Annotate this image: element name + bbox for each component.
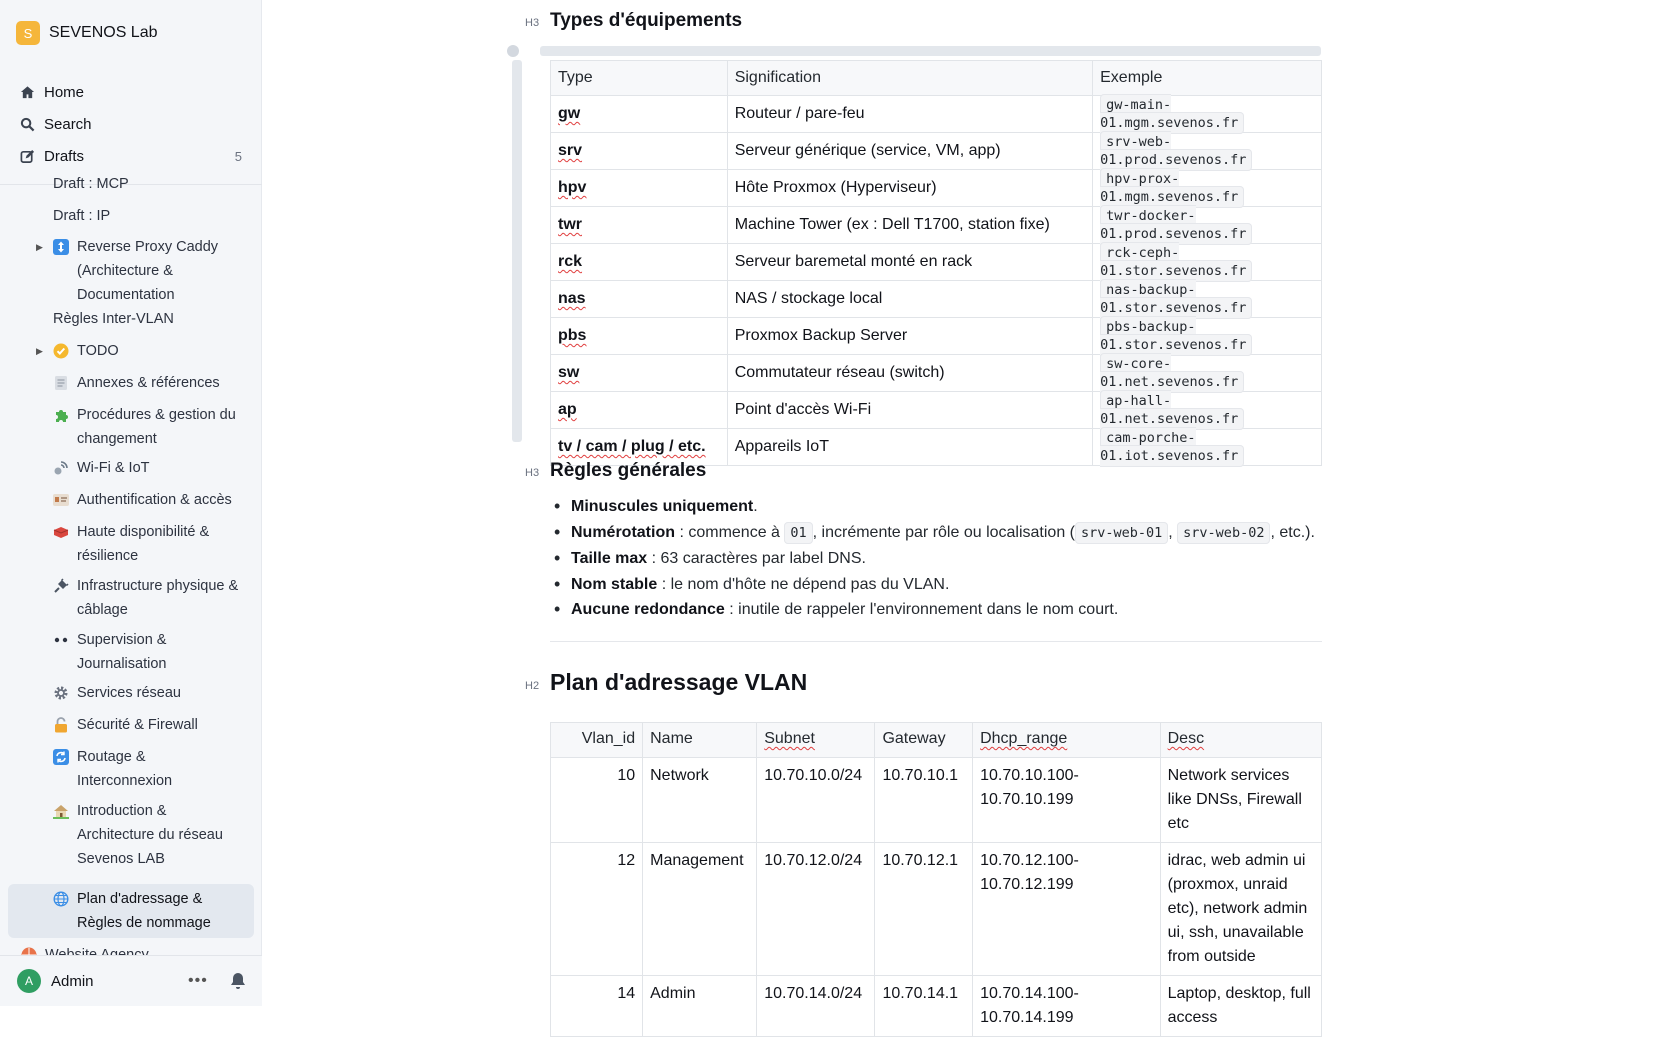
column-header-label: Desc bbox=[1167, 730, 1205, 747]
list-item[interactable] bbox=[552, 494, 1352, 520]
table-cell[interactable] bbox=[1093, 317, 1322, 354]
type-value: sw bbox=[558, 363, 580, 381]
column-header-label: Subnet bbox=[764, 730, 815, 747]
table-cell[interactable]: 10 bbox=[551, 758, 643, 843]
tree-item-routage[interactable] bbox=[8, 745, 254, 793]
table-cell[interactable]: idrac, web admin ui (proxmox, unraid etc), network admin ui, ssh, unavailable from outside bbox=[1160, 843, 1321, 976]
table-cell[interactable]: 10.70.12.1 bbox=[875, 843, 973, 976]
column-header[interactable]: Vlan_id bbox=[551, 723, 643, 758]
brick-icon bbox=[52, 521, 70, 543]
table-cell[interactable] bbox=[1093, 206, 1322, 243]
table-cell[interactable]: Appareils IoT bbox=[727, 428, 1092, 465]
rule-text: , etc.). bbox=[1270, 523, 1315, 541]
arrows-icon bbox=[52, 236, 70, 258]
rule-text: . bbox=[753, 498, 758, 515]
rule-title: Aucune redondance bbox=[571, 601, 725, 618]
type-value: hpv bbox=[558, 178, 587, 196]
check-circle-icon bbox=[52, 340, 70, 362]
vlan-table bbox=[550, 722, 1322, 1037]
tree-item-authentification[interactable] bbox=[8, 488, 254, 512]
table-cell[interactable] bbox=[551, 280, 728, 317]
heading-types-equipements: Types d'équipements bbox=[550, 10, 743, 31]
heading-level-marker: H3 bbox=[525, 17, 540, 29]
rule-title: Numérotation bbox=[571, 523, 675, 541]
table-cell[interactable]: 14 bbox=[551, 976, 643, 1037]
tree-item-label: Authentification & accès bbox=[77, 492, 232, 508]
rule-text: , incrémente par rôle ou localisation ( bbox=[812, 523, 1075, 541]
table-cell[interactable]: 12 bbox=[551, 843, 643, 976]
column-header[interactable]: Exemple bbox=[1093, 61, 1322, 96]
tree-item-introduction[interactable] bbox=[8, 799, 254, 871]
type-value: ap bbox=[558, 400, 577, 418]
tree-item-label: Wi-Fi & IoT bbox=[77, 460, 150, 476]
table-row bbox=[551, 391, 1322, 428]
rule-text: : commence à bbox=[675, 523, 785, 541]
table-cell[interactable]: Network services like DNSs, Firewall etc bbox=[1160, 758, 1321, 843]
rule-text: : le nom d'hôte ne dépend pas du VLAN. bbox=[657, 575, 950, 593]
satellite-icon bbox=[52, 457, 70, 479]
table-column-handles[interactable] bbox=[540, 46, 1321, 56]
type-value: nas bbox=[558, 289, 586, 307]
table-cell[interactable]: 10.70.14.0/24 bbox=[757, 976, 875, 1037]
user-name: Admin bbox=[51, 972, 94, 990]
example-code: ap-hall-01.net.sevenos.fr bbox=[1100, 390, 1244, 430]
list-item[interactable] bbox=[552, 597, 1352, 623]
gear-icon bbox=[52, 682, 70, 704]
table-cell[interactable] bbox=[551, 354, 728, 391]
inline-code: 01 bbox=[784, 522, 812, 544]
table-cell[interactable] bbox=[551, 391, 728, 428]
column-header-label: Dhcp_range bbox=[980, 730, 1068, 747]
list-item[interactable] bbox=[552, 572, 1352, 598]
tree-item-label: Services réseau bbox=[77, 685, 181, 701]
table-cell[interactable]: 10.70.14.1 bbox=[875, 976, 973, 1037]
nav-search[interactable] bbox=[8, 109, 254, 139]
tree-item-label: Supervision & Journalisation bbox=[77, 632, 167, 672]
eyes-icon bbox=[52, 629, 70, 651]
column-header[interactable] bbox=[1160, 723, 1321, 758]
rule-text: : inutile de rappeler l'environnement dans le nom court. bbox=[724, 601, 1119, 618]
column-header[interactable]: Gateway bbox=[875, 723, 973, 758]
table-row-handles[interactable] bbox=[512, 60, 522, 442]
tree-item-label: Plan d'adressage & Règles de nommage bbox=[77, 891, 211, 931]
table-cell[interactable]: Point d'accès Wi-Fi bbox=[727, 391, 1092, 428]
table-row bbox=[551, 354, 1322, 391]
table-cell[interactable]: Management bbox=[643, 843, 757, 976]
document-icon bbox=[52, 372, 70, 394]
house-icon bbox=[52, 800, 70, 822]
rule-title: Taille max bbox=[571, 550, 648, 567]
horizontal-divider bbox=[550, 641, 1322, 642]
tree-item-annexes[interactable] bbox=[8, 371, 254, 395]
table-cell[interactable] bbox=[1093, 428, 1322, 465]
inline-code: srv-web-01 bbox=[1075, 522, 1168, 544]
lock-icon bbox=[52, 714, 70, 736]
tree-item-procedures[interactable] bbox=[8, 403, 254, 451]
table-select-handle[interactable] bbox=[507, 45, 519, 57]
table-row bbox=[551, 169, 1322, 206]
home-icon bbox=[20, 85, 44, 100]
nav-drafts-label: Drafts bbox=[44, 147, 85, 165]
tree-item-supervision[interactable] bbox=[8, 628, 254, 676]
table-cell[interactable]: Serveur générique (service, VM, app) bbox=[727, 132, 1092, 169]
type-value: srv bbox=[558, 141, 583, 159]
document-tree bbox=[0, 176, 262, 955]
list-item[interactable] bbox=[552, 546, 1352, 572]
table-cell[interactable]: Routeur / pare-feu bbox=[727, 95, 1092, 132]
tree-item-reverse-proxy[interactable] bbox=[8, 235, 254, 307]
type-value: gw bbox=[558, 104, 581, 122]
table-cell[interactable] bbox=[1093, 169, 1322, 206]
heading-level-marker: H3 bbox=[525, 467, 540, 479]
table-row bbox=[551, 206, 1322, 243]
type-value: tv / cam / plug / etc. bbox=[558, 437, 706, 455]
rule-text: , bbox=[1168, 523, 1178, 541]
example-code: rck-ceph-01.stor.sevenos.fr bbox=[1100, 242, 1252, 282]
table-cell[interactable] bbox=[1093, 243, 1322, 280]
tree-item-haute-disponibilite[interactable] bbox=[8, 520, 254, 568]
table-cell[interactable]: 10.70.10.100-10.70.10.199 bbox=[973, 758, 1161, 843]
sidebar bbox=[0, 0, 262, 1006]
tree-item-label: Reverse Proxy Caddy (Architecture & Documentation bbox=[77, 239, 219, 303]
example-code: twr-docker-01.prod.sevenos.fr bbox=[1100, 205, 1252, 245]
table-cell[interactable]: Proxmox Backup Server bbox=[727, 317, 1092, 354]
heading-regles-generales: Règles générales bbox=[550, 460, 707, 481]
table-cell[interactable]: Network bbox=[643, 758, 757, 843]
table-cell[interactable]: Hôte Proxmox (Hyperviseur) bbox=[727, 169, 1092, 206]
table-cell[interactable]: NAS / stockage local bbox=[727, 280, 1092, 317]
heading-plan-adressage-vlan: Plan d'adressage VLAN bbox=[550, 669, 808, 695]
table-cell[interactable]: 10.70.10.1 bbox=[875, 758, 973, 843]
table-cell[interactable] bbox=[551, 169, 728, 206]
table-cell[interactable] bbox=[1093, 280, 1322, 317]
column-header[interactable]: Type bbox=[551, 61, 728, 96]
workspace-name: SEVENOS Lab bbox=[49, 24, 158, 41]
nav-home[interactable] bbox=[8, 77, 254, 107]
table-row bbox=[551, 132, 1322, 169]
table-cell[interactable]: 10.70.12.100-10.70.12.199 bbox=[973, 843, 1161, 976]
column-header[interactable]: Name bbox=[643, 723, 757, 758]
table-row bbox=[551, 280, 1322, 317]
table-cell[interactable]: Laptop, desktop, full access bbox=[1160, 976, 1321, 1037]
example-code: hpv-prox-01.mgm.sevenos.fr bbox=[1100, 168, 1244, 208]
tree-item-draft-ip[interactable] bbox=[8, 204, 254, 228]
table-cell[interactable]: 10.70.10.0/24 bbox=[757, 758, 875, 843]
types-table bbox=[550, 60, 1322, 466]
table-cell[interactable]: 10.70.14.100-10.70.14.199 bbox=[973, 976, 1161, 1037]
table-cell[interactable] bbox=[551, 206, 728, 243]
plug-icon bbox=[52, 575, 70, 597]
tree-item-services-reseau[interactable] bbox=[8, 681, 254, 705]
tree-item-label: Infrastructure physique & câblage bbox=[77, 578, 239, 618]
table-cell[interactable] bbox=[1093, 95, 1322, 132]
table-row bbox=[551, 843, 1322, 976]
rule-text: : 63 caractères par label DNS. bbox=[647, 550, 866, 567]
table-cell[interactable] bbox=[551, 132, 728, 169]
tree-item-todo[interactable] bbox=[8, 339, 254, 363]
workspace-logo: S bbox=[16, 21, 40, 45]
tree-item-label: Draft : IP bbox=[53, 208, 111, 224]
search-icon bbox=[20, 117, 44, 132]
type-value: pbs bbox=[558, 326, 587, 344]
example-code: nas-backup-01.stor.sevenos.fr bbox=[1100, 279, 1252, 319]
table-cell[interactable]: Commutateur réseau (switch) bbox=[727, 354, 1092, 391]
table-cell[interactable]: Serveur baremetal monté en rack bbox=[727, 243, 1092, 280]
id-card-icon bbox=[52, 489, 70, 511]
table-header-row bbox=[551, 723, 1322, 758]
tree-item-label: Sécurité & Firewall bbox=[77, 717, 198, 733]
column-header[interactable] bbox=[757, 723, 875, 758]
tree-item-securite-firewall[interactable] bbox=[8, 713, 254, 737]
table-row bbox=[551, 243, 1322, 280]
list-item[interactable] bbox=[552, 520, 1352, 547]
table-row bbox=[551, 976, 1322, 1037]
user-menu[interactable] bbox=[0, 955, 262, 1006]
table-cell[interactable] bbox=[1093, 354, 1322, 391]
rule-title: Minuscules uniquement bbox=[571, 498, 754, 515]
puzzle-icon bbox=[52, 404, 70, 426]
tree-item-label: Introduction & Architecture du réseau Sevenos LAB bbox=[77, 803, 223, 867]
example-code: gw-main-01.mgm.sevenos.fr bbox=[1100, 94, 1244, 134]
table-cell[interactable] bbox=[551, 243, 728, 280]
nav-drafts[interactable] bbox=[8, 141, 254, 171]
drafts-count: 5 bbox=[234, 148, 242, 164]
heading-level-marker: H2 bbox=[525, 680, 540, 692]
rule-title: Nom stable bbox=[571, 575, 658, 593]
table-header-row bbox=[551, 61, 1322, 96]
example-code: cam-porche-01.iot.sevenos.fr bbox=[1100, 427, 1244, 467]
table-cell[interactable] bbox=[1093, 391, 1322, 428]
tree-item-label: Haute disponibilité & résilience bbox=[77, 524, 210, 564]
table-cell[interactable] bbox=[551, 317, 728, 354]
more-icon[interactable]: ••• bbox=[188, 972, 208, 989]
column-header[interactable] bbox=[973, 723, 1161, 758]
tree-item-label: Annexes & références bbox=[77, 375, 220, 391]
tree-item-wifi-iot[interactable] bbox=[8, 456, 254, 480]
tree-item-infrastructure[interactable] bbox=[8, 574, 254, 622]
nav-home-label: Home bbox=[44, 83, 85, 101]
tree-item-label: Règles Inter-VLAN bbox=[53, 311, 174, 327]
expand-caret-icon[interactable]: ▶ bbox=[36, 242, 43, 252]
table-row bbox=[551, 95, 1322, 132]
example-code: pbs-backup-01.stor.sevenos.fr bbox=[1100, 316, 1252, 356]
example-code: srv-web-01.prod.sevenos.fr bbox=[1100, 131, 1252, 171]
tree-item-label: Procédures & gestion du changement bbox=[77, 407, 236, 447]
type-value: rck bbox=[558, 252, 583, 270]
bell-icon[interactable] bbox=[230, 972, 246, 990]
table-row bbox=[551, 317, 1322, 354]
tree-item-plan-adressage[interactable] bbox=[8, 884, 254, 938]
tree-item-regles-inter-vlan[interactable] bbox=[8, 307, 254, 331]
globe-icon bbox=[52, 888, 70, 910]
cycle-icon bbox=[52, 746, 70, 768]
tree-item-draft-mcp[interactable] bbox=[8, 172, 254, 196]
table-cell[interactable] bbox=[551, 95, 728, 132]
table-cell[interactable]: Machine Tower (ex : Dell T1700, station fixe) bbox=[727, 206, 1092, 243]
avatar: A bbox=[17, 969, 41, 993]
inline-code: srv-web-02 bbox=[1177, 522, 1270, 544]
table-row bbox=[551, 758, 1322, 843]
column-header[interactable]: Signification bbox=[727, 61, 1092, 96]
table-cell[interactable]: Admin bbox=[643, 976, 757, 1037]
type-value: twr bbox=[558, 215, 582, 233]
nav-search-label: Search bbox=[44, 115, 92, 133]
document-editor bbox=[262, 0, 1669, 1026]
workspace-switcher[interactable] bbox=[16, 20, 158, 46]
edit-icon bbox=[20, 149, 44, 164]
tree-item-label: Routage & Interconnexion bbox=[77, 749, 173, 789]
table-cell[interactable] bbox=[1093, 132, 1322, 169]
rules-list bbox=[552, 494, 1352, 623]
tree-item-label: TODO bbox=[77, 343, 119, 359]
example-code: sw-core-01.net.sevenos.fr bbox=[1100, 353, 1244, 393]
table-cell[interactable]: 10.70.12.0/24 bbox=[757, 843, 875, 976]
tree-item-label: Draft : MCP bbox=[53, 176, 129, 192]
expand-caret-icon[interactable]: ▶ bbox=[36, 346, 43, 356]
